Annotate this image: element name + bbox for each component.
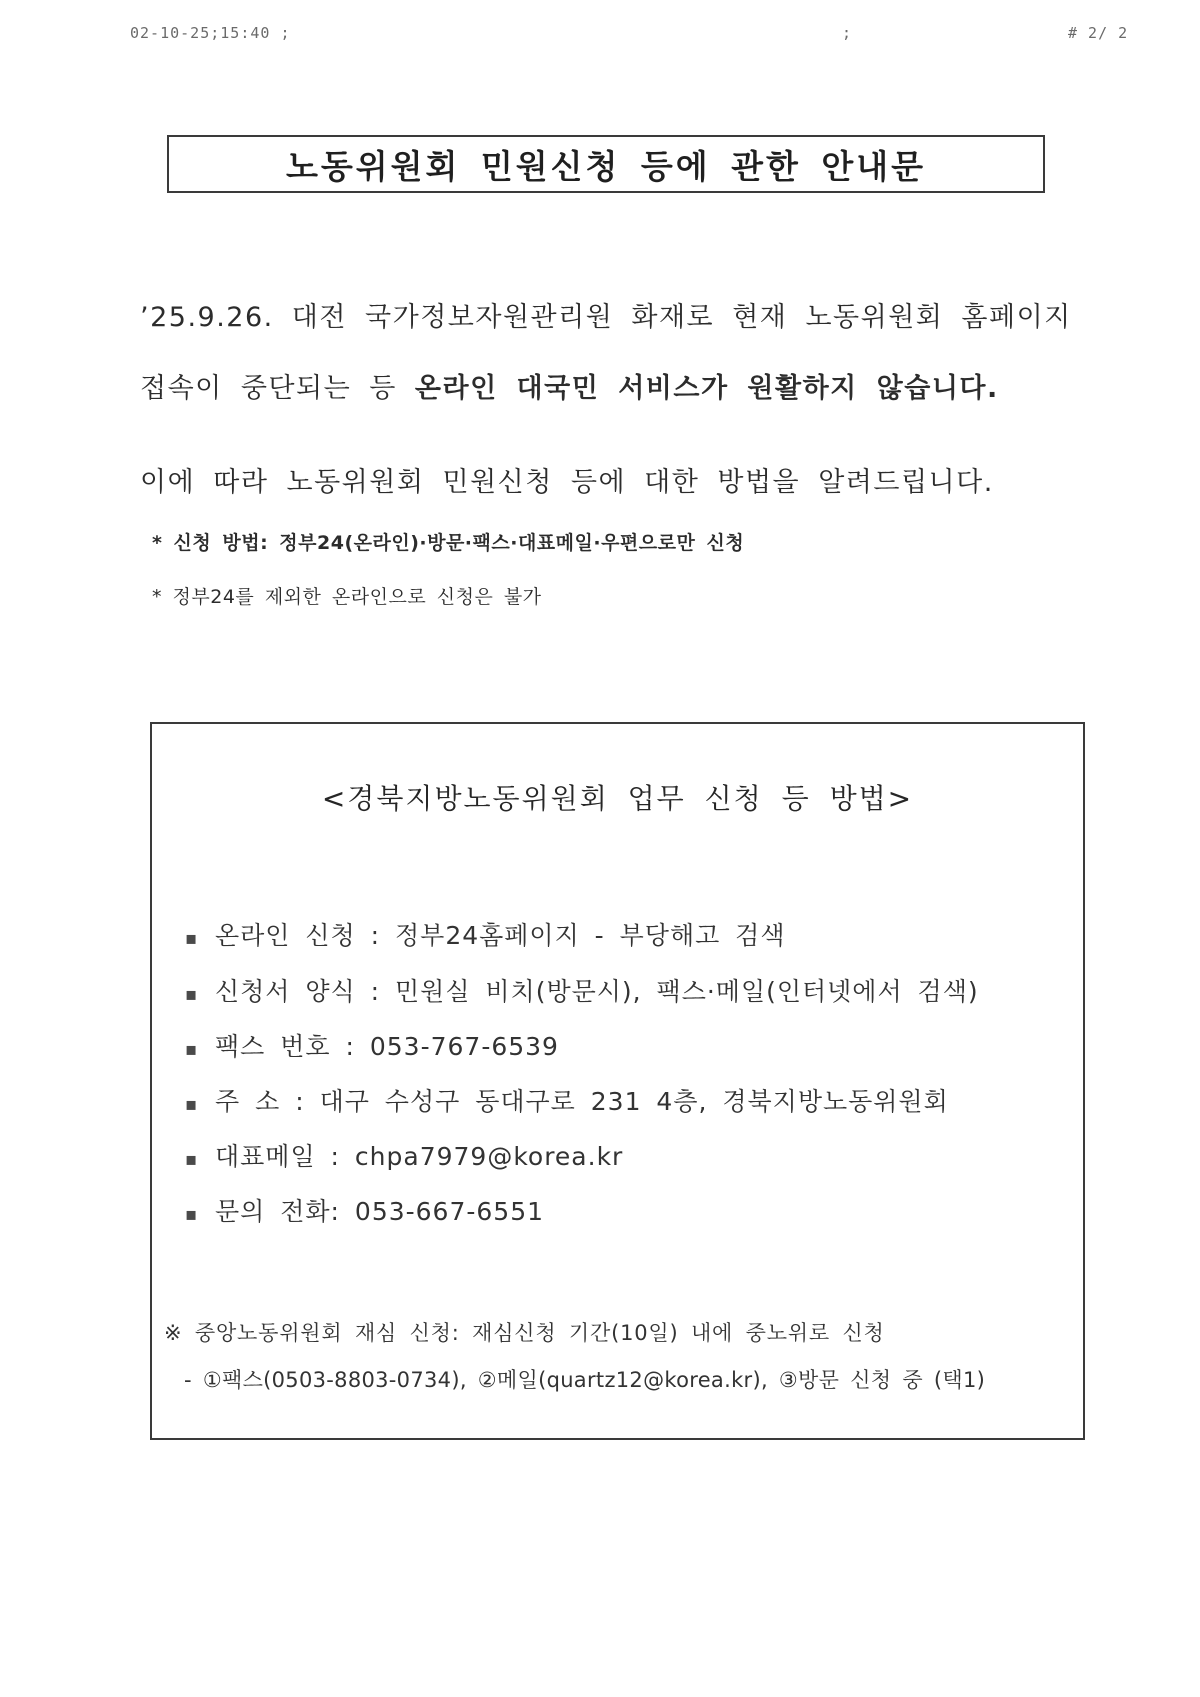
note-online-restriction: * 정부24를 제외한 온라인으로 신청은 불가 [152, 586, 542, 608]
fax-page-number: # 2/ 2 [1068, 24, 1129, 42]
list-item-email [185, 1137, 623, 1173]
bullet-icon: ▪ [185, 1149, 199, 1170]
bullet-icon: ▪ [185, 1039, 199, 1060]
bullet-icon: ▪ [185, 984, 199, 1005]
fax-timestamp: 02-10-25;15:40 ; [130, 24, 291, 42]
intro-line-2-prefix: 접속이 중단되는 등 [140, 373, 415, 404]
fax-separator: ; [842, 24, 853, 42]
list-item-text: 주 소 : 대구 수성구 동대구로 231 4층, 경북지방노동위원회 [215, 1087, 949, 1116]
list-item-application-form [185, 972, 979, 1008]
note-application-method: * 신청 방법: 정부24(온라인)·방문·팩스·대표메일·우편으로만 신청 [152, 532, 745, 554]
central-commission-contacts: - ①팩스(0503-8803-0734), ②메일(quartz12@korea.kr), ③방문 신청 중 (택1) [184, 1368, 986, 1392]
list-item-text: 팩스 번호 : 053-767-6539 [215, 1032, 559, 1061]
list-item-address [185, 1082, 949, 1118]
bullet-icon: ▪ [185, 1204, 199, 1225]
fax-header [0, 24, 1200, 48]
list-item-text: 문의 전화: 053-667-6551 [215, 1197, 545, 1226]
method-box-title: <경북지방노동위원회 업무 신청 등 방법> [321, 782, 914, 815]
document-title: 노동위원회 민원신청 등에 관한 안내문 [285, 146, 926, 186]
intro-line-2 [140, 366, 999, 405]
list-item-text: 온라인 신청 : 정부24홈페이지 - 부당해고 검색 [215, 921, 786, 950]
list-item-text: 대표메일 : chpa7979@korea.kr [215, 1142, 624, 1171]
list-item-text: 신청서 양식 : 민원실 비치(방문시), 팩스·메일(인터넷에서 검색) [215, 977, 979, 1006]
bullet-icon: ▪ [185, 928, 199, 949]
intro-line-3: 이에 따라 노동위원회 민원신청 등에 대한 방법을 알려드립니다. [140, 467, 994, 498]
intro-line-1: ’25.9.26. 대전 국가정보자원관리원 화재로 현재 노동위원회 홈페이지 [140, 302, 1072, 333]
list-item-phone [185, 1192, 544, 1228]
bullet-icon: ▪ [185, 1094, 199, 1115]
central-commission-note: ※ 중앙노동위원회 재심 신청: 재심신청 기간(10일) 내에 중노위로 신청 [164, 1321, 885, 1345]
document-title-box [167, 135, 1045, 193]
list-item-fax-number [185, 1027, 559, 1063]
method-info-box [150, 722, 1085, 1440]
intro-line-2-emphasis: 온라인 대국민 서비스가 원활하지 않습니다. [414, 373, 999, 404]
list-item-online-application [185, 916, 786, 952]
